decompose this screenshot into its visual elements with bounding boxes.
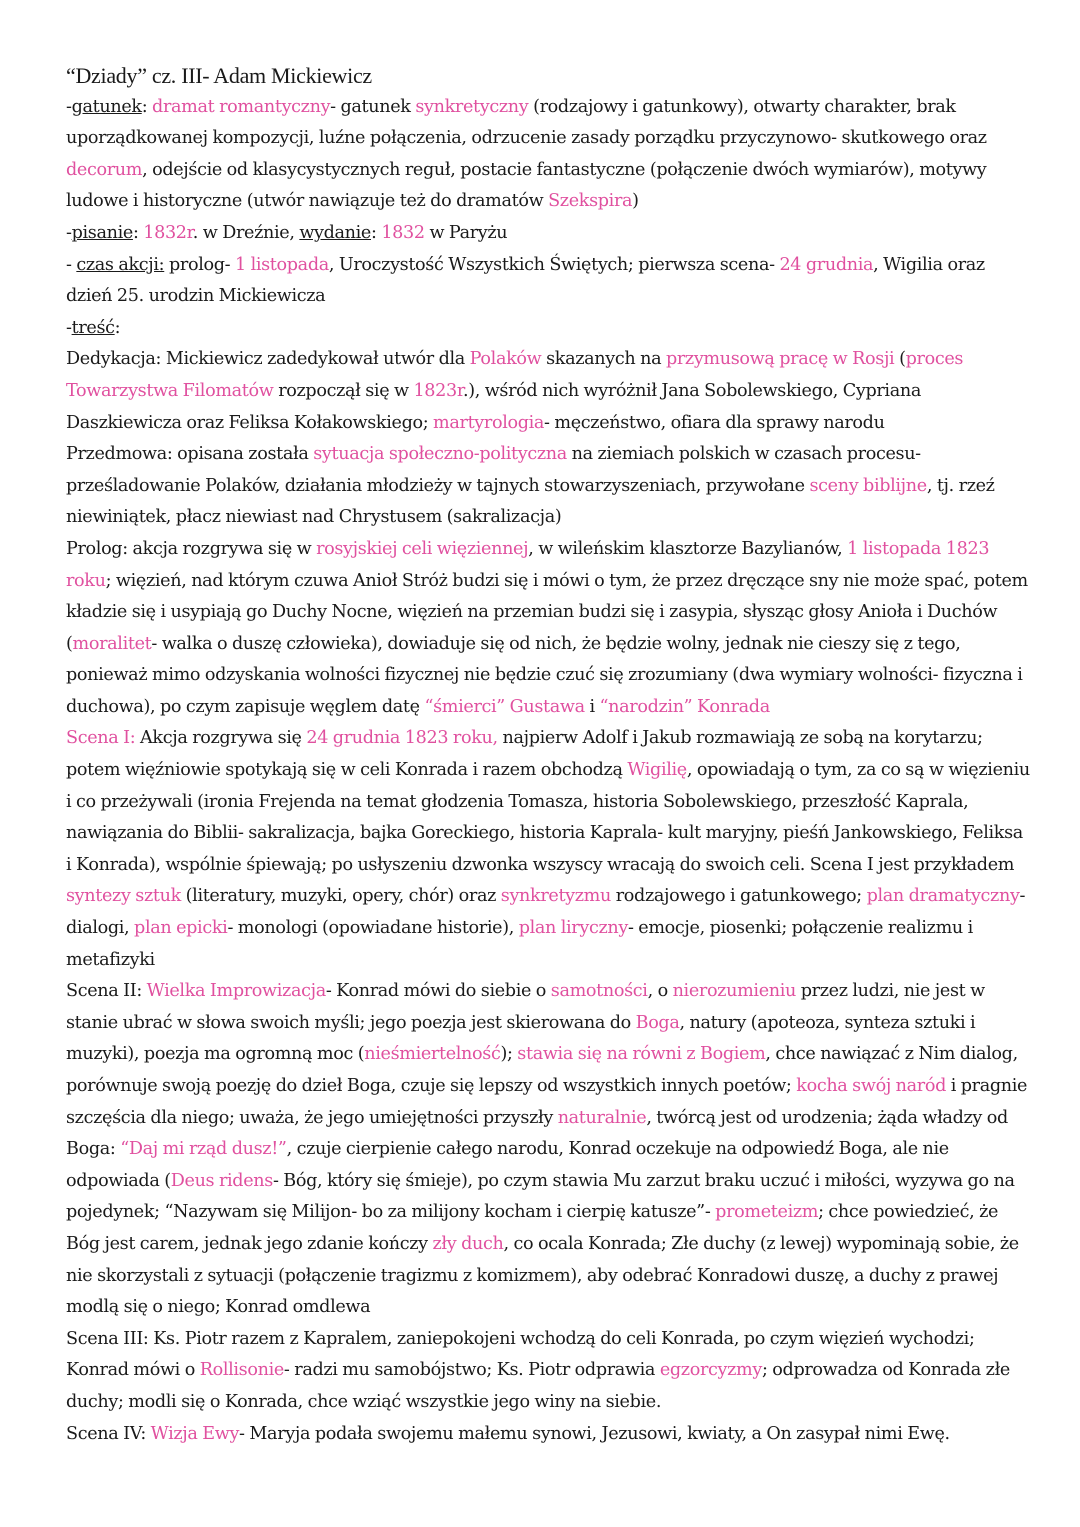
highlighted-term: sceny biblijne (809, 475, 927, 496)
document-title: “Dziady” cz. III- Adam Mickiewicz (66, 63, 372, 88)
text-segment: , w wileńskim klasztorze Bazylianów, (528, 538, 848, 559)
text-segment: - Maryja podała swojemu małemu synowi, Jezusowi, kwiaty, a On zasypał nimi Ewę. (239, 1423, 950, 1444)
text-line (66, 471, 1026, 503)
highlighted-term: zły duch (432, 1233, 504, 1254)
text-segment: (literatury, muzyki, opery, chór) oraz (180, 886, 501, 907)
text-segment: Dedykacja: Mickiewicz zadedykował utwór dla (66, 349, 470, 370)
text-line (66, 344, 1026, 376)
text-line (66, 1419, 1026, 1451)
text-segment: : (132, 222, 144, 243)
text-segment: ); (500, 1044, 518, 1065)
section-label: gatunek (71, 96, 142, 117)
text-segment: - monologi (opowiadane historie), (227, 918, 519, 939)
text-segment: - (66, 317, 72, 338)
highlighted-term: syntezy sztuk (66, 886, 181, 907)
text-segment: przez ludzi, nie jest w (796, 981, 985, 1002)
text-segment: . w Dreźnie, (192, 222, 300, 243)
text-segment: pojedynek; “Nazywam się Milijon- bo za milijony kocham i cierpię katusze”- (66, 1202, 716, 1223)
text-segment: ; chce powiedzieć, że (818, 1202, 999, 1223)
text-line (66, 1387, 1026, 1419)
text-segment: ( (894, 349, 906, 370)
text-line (66, 123, 1026, 155)
text-segment: Scena III: Ks. Piotr razem z Kapralem, zaniepokojeni wchodzą do celi Konrada, po czym więzień wychodzi; (66, 1328, 975, 1349)
text-line (66, 850, 1026, 882)
text-segment: uporządkowanej kompozycji, luźne połączenia, odrzucenie zasady porządku przyczynowo- skutkowego oraz (66, 128, 987, 149)
text-segment: duchy; modli się o Konrada, chce wziąć wszystkie jego winy na siebie. (66, 1391, 662, 1412)
text-segment: nawiązania do Biblii- sakralizacja, bajka Goreckiego, historia Kaprala- kult maryjny, pieśń Jankowskiego, Feliksa (66, 823, 1023, 844)
document-body (66, 92, 1030, 1451)
text-segment: , o (647, 981, 673, 1002)
text-segment: potem więźniowie spotykają się w celi Konrada i razem obchodzą (66, 760, 628, 781)
text-segment: ; odprowadza od Konrada złe (761, 1360, 1010, 1381)
highlighted-term: decorum (66, 159, 143, 180)
text-line (66, 92, 1026, 124)
highlighted-term: 1 listopada (234, 254, 329, 275)
text-line (66, 502, 1026, 534)
text-line (66, 186, 1026, 218)
text-line (66, 976, 1026, 1008)
text-line (66, 408, 1026, 440)
text-segment: , Wigilia oraz (873, 254, 985, 275)
section-label: wydanie (299, 222, 371, 243)
text-segment: duchowa), po czym zapisuje węglem datę (66, 696, 425, 717)
highlighted-term: Deus ridens (170, 1170, 273, 1191)
text-segment: .), wśród nich wyróżnił Jana Sobolewskiego, Cypriana (462, 380, 921, 401)
text-segment: szczęścia dla niego; uważa, że jego umiejętności przyszły (66, 1107, 558, 1128)
text-line (66, 313, 1026, 345)
highlighted-term: “narodzin” Konrada (599, 696, 770, 717)
highlighted-term: nieśmiertelność (364, 1044, 501, 1065)
highlighted-term: 1832r (143, 222, 193, 243)
text-line (66, 439, 1026, 471)
text-segment: Scena IV: (66, 1423, 151, 1444)
text-segment: odpowiada ( (66, 1170, 171, 1191)
text-line (66, 1229, 1026, 1261)
section-label: czas akcji: (76, 254, 165, 275)
text-segment: Bóg jest carem, jednak jego zdanie kończy (66, 1233, 433, 1254)
section-label: pisanie (71, 222, 133, 243)
highlighted-term: Szekspira (548, 191, 633, 212)
text-line (66, 755, 1030, 787)
text-segment: nie skorzystali z sytuacji (połączenie tragizmu z komizmem), aby odebrać Konradowi duszę, a duchy z prawej (66, 1265, 999, 1286)
highlighted-term: “śmierci” Gustawa (424, 696, 585, 717)
text-segment: stanie ubrać w słowa swoich myśli; jego poezja jest skierowana do (66, 1012, 636, 1033)
text-segment: niewiniątek, płacz niewiast nad Chrystusem (sakralizacja) (66, 507, 562, 528)
highlighted-term: nierozumieniu (672, 981, 796, 1002)
text-line (66, 1261, 1026, 1293)
text-segment: - (66, 254, 77, 275)
text-line (66, 660, 1026, 692)
highlighted-term: naturalnie (557, 1107, 647, 1128)
highlighted-term: Wielka Improwizacja (146, 981, 326, 1002)
text-segment: prolog- (164, 254, 235, 275)
section-label: treść (71, 317, 115, 338)
text-segment: : (371, 222, 382, 243)
text-segment: Przedmowa: opisana została (66, 444, 314, 465)
text-line (66, 723, 1026, 755)
highlighted-term: Towarzystwa Filomatów (66, 380, 274, 401)
text-segment: - radzi mu samobójstwo; Ks. Piotr odprawia (283, 1360, 660, 1381)
text-line (66, 376, 1026, 408)
text-line (66, 1292, 1026, 1324)
text-line (66, 1134, 1026, 1166)
text-segment: - (66, 96, 72, 117)
text-segment: , czuje cierpienie całego narodu, Konrad oczekuje na odpowiedź Boga, ale nie (286, 1139, 949, 1160)
highlighted-term: 1823r (413, 380, 463, 401)
text-segment: porównuje swoją poezję do dzieł Boga, czuje się lepszy od wszystkich innych poetów; (66, 1076, 797, 1096)
text-line (66, 566, 1026, 598)
text-segment: prześladowanie Polaków, działania młodzieży w tajnych stowarzyszeniach, przywołane (66, 475, 810, 496)
text-segment: modlą się o niego; Konrad omdlewa (66, 1297, 371, 1318)
text-segment: , natury (apoteoza, synteza sztuki i (679, 1012, 976, 1033)
highlighted-term: proces (905, 349, 964, 370)
text-segment: Daszkiewicza oraz Feliksa Kołakowskiego; (66, 412, 434, 433)
text-segment: - (1019, 886, 1026, 907)
text-segment: na ziemiach polskich w czasach procesu- (566, 444, 921, 465)
text-line (66, 945, 1026, 977)
text-segment: - Konrad mówi do siebie o (325, 981, 551, 1002)
text-segment: metafizyki (66, 949, 155, 970)
text-segment: : (114, 317, 121, 338)
text-line (66, 597, 1026, 629)
text-segment: ponieważ mimo odzyskania wolności fizycznej nie będzie czuć się zrozumiany (dwa wymiary wolności- fizyczna i (66, 665, 1023, 686)
text-segment: , odejście od klasycystycznych reguł, postacie fantastyczne (połączenie dwóch wymiarów), motywy (142, 159, 987, 180)
highlighted-term: 24 grudnia (779, 254, 874, 275)
text-segment: - gatunek (330, 96, 416, 117)
highlighted-term: 24 grudnia 1823 roku, (306, 728, 498, 749)
highlighted-term: Boga (635, 1012, 680, 1033)
text-segment: - walka o duszę człowieka), dowiaduje się od nich, że będzie wolny, jednak nie cieszy się z tego, (151, 633, 961, 654)
text-segment: dialogi, (66, 918, 135, 939)
text-segment: , tj. rzeź (926, 475, 995, 496)
text-segment: - Bóg, który się śmieje), po czym stawia Mu zarzut braku uczuć i miłości, wyzywa go na (272, 1170, 1015, 1191)
text-segment: (rodzajowy i gatunkowy), otwarty charakter, brak (528, 96, 956, 117)
text-line (66, 534, 1026, 566)
highlighted-term: stawia się na równi z Bogiem (517, 1044, 766, 1065)
text-segment: i Konrada), wspólnie śpiewają; po usłyszeniu dzwonka wszyscy wracają do swoich celi. Scena I jest przykładem (66, 854, 1015, 875)
highlighted-term: samotności (550, 981, 648, 1002)
text-line (66, 218, 1026, 250)
text-segment: najpierw Adolf i Jakub rozmawiają ze sobą na korytarzu; (497, 728, 983, 749)
text-segment: Akcja rozgrywa się (135, 728, 307, 749)
highlighted-term: moralitet (72, 633, 152, 654)
highlighted-term: synkretyczny (415, 96, 529, 117)
highlighted-term: Wigilię (627, 760, 687, 781)
text-segment: ) (632, 191, 639, 212)
highlighted-term: synkretyzmu (500, 886, 611, 907)
highlighted-term: sytuacja społeczno-polityczna (313, 444, 567, 465)
highlighted-term: przymusową pracę w Rosji (665, 349, 895, 370)
highlighted-term: Polaków (469, 349, 542, 370)
text-segment: , chce nawiązać z Nim dialog, (765, 1044, 1018, 1065)
text-line (66, 787, 1026, 819)
text-segment: Konrad mówi o (66, 1360, 200, 1381)
text-segment: skazanych na (541, 349, 666, 370)
text-line (66, 281, 1026, 313)
text-segment: - (66, 222, 72, 243)
text-line (66, 818, 1026, 850)
text-line (66, 629, 1026, 661)
text-line (66, 881, 1026, 913)
text-segment: - męczeństwo, ofiara dla sprawy narodu (544, 412, 885, 433)
highlighted-term: plan dramatyczny (866, 886, 1020, 907)
highlighted-term: egzorcyzmy (659, 1360, 762, 1381)
text-segment: , opowiadają o tym, za co są w więzieniu (686, 760, 1030, 781)
text-line (66, 155, 1026, 187)
text-line (66, 1039, 1026, 1071)
text-segment: : (141, 96, 153, 117)
text-segment: rozpoczął się w (273, 380, 414, 401)
text-line (66, 1103, 1026, 1135)
text-segment: i (584, 696, 600, 717)
text-line (66, 1197, 1026, 1229)
text-segment: ; więzień, nad którym czuwa Anioł Stróż budzi się i mówi o tym, że przez dręczące sny nie może spać, potem (105, 570, 1028, 591)
highlighted-term: Wizja Ewy (150, 1423, 240, 1444)
highlighted-term: dramat romantyczny (152, 96, 331, 117)
text-segment: kładzie się i usypiają go Duchy Nocne, więzień na przemian budzi się i zasypia, słysząc głosy Anioła i Duchów (66, 602, 998, 623)
highlighted-term: martyrologia (433, 412, 545, 433)
text-line (66, 692, 1026, 724)
text-line (66, 1166, 1026, 1198)
text-segment: rodzajowego i gatunkowego; (611, 886, 867, 907)
highlighted-term: 1 listopada 1823 (847, 538, 990, 559)
text-segment: dzień 25. urodzin Mickiewicza (66, 286, 326, 307)
text-line (66, 1071, 1026, 1103)
text-line (66, 1355, 1026, 1387)
highlighted-term: plan liryczny (518, 918, 628, 939)
highlighted-term: rosyjskiej celi więziennej (316, 538, 529, 559)
text-line (66, 1008, 1026, 1040)
text-segment: , co ocala Konrada; Złe duchy (z lewej) wypominają sobie, że (503, 1233, 1019, 1254)
highlighted-term: Rollisonie (199, 1360, 284, 1381)
text-segment: , Uroczystość Wszystkich Świętych; pierwsza scena- (328, 254, 780, 275)
highlighted-term: prometeizm (715, 1202, 819, 1223)
text-segment: i pragnie (946, 1076, 1028, 1096)
text-segment: , twórcą jest od urodzenia; żąda władzy od (646, 1107, 1008, 1128)
text-segment: i co przeżywali (ironia Frejenda na temat głodzenia Tomasza, historia Sobolewskiego, przeszłość Kaprala, (66, 791, 969, 812)
highlighted-term: roku (66, 570, 106, 591)
highlighted-term: “Daj mi rząd dusz!” (120, 1139, 287, 1160)
text-line (66, 1324, 1026, 1356)
text-segment: muzyki), poezja ma ogromną moc ( (66, 1044, 365, 1065)
text-line (66, 913, 1026, 945)
highlighted-term: plan epicki (134, 918, 228, 939)
highlighted-term: 1832 (381, 222, 425, 243)
text-segment: - emocje, piosenki; połączenie realizmu i (627, 918, 973, 939)
text-segment: Scena II: (66, 981, 147, 1002)
text-segment: Boga: (66, 1139, 121, 1160)
text-segment: w Paryżu (424, 222, 508, 243)
text-segment: ( (66, 633, 73, 654)
highlighted-term: Scena I: (66, 728, 136, 749)
highlighted-term: kocha swój naród (796, 1076, 946, 1096)
text-segment: Prolog: akcja rozgrywa się w (66, 538, 317, 559)
document-page (66, 60, 1030, 1450)
text-segment: ludowe i historyczne (utwór nawiązuje też do dramatów (66, 191, 549, 212)
text-line (66, 250, 1026, 282)
